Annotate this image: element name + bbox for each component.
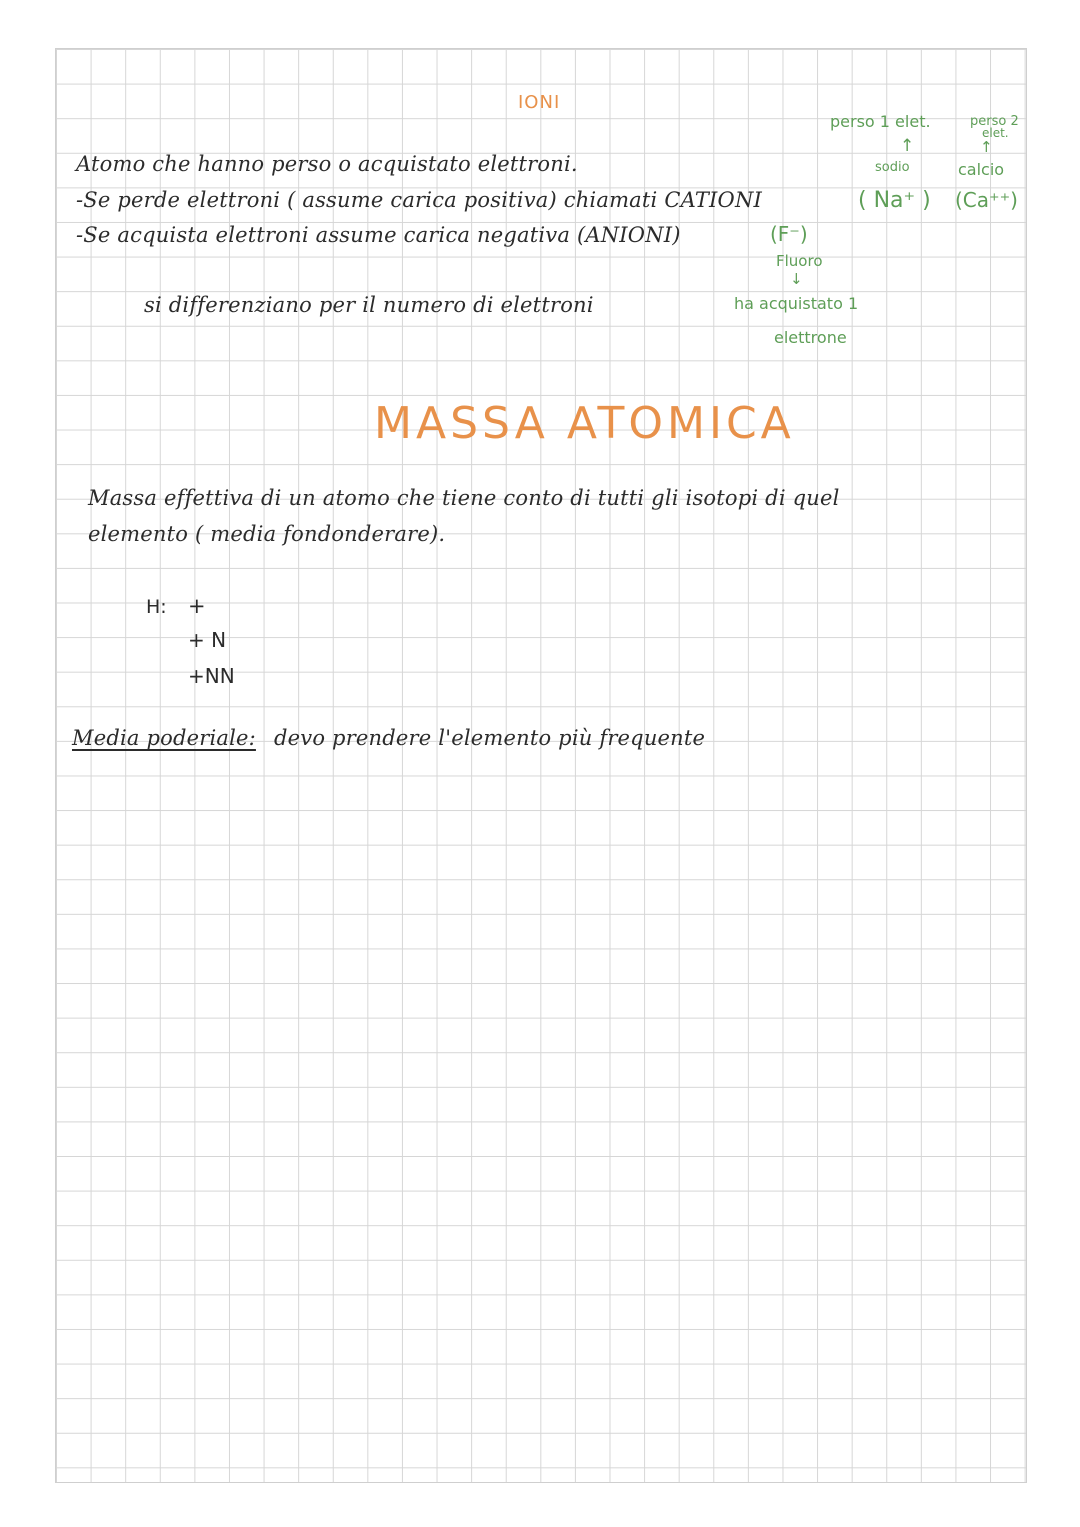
difference-line: si differenziano per il numero di elettroni: [144, 293, 594, 317]
arrow-up-icon: ↑: [900, 136, 915, 156]
page-title: IONI: [518, 92, 561, 113]
annotation-gained-a: ha acquistato 1: [734, 294, 859, 313]
annotation-sodium: sodio: [875, 160, 910, 175]
mass-definition-line-2: elemento ( media fondonderare).: [88, 522, 446, 546]
annotation-fluorine: Fluoro: [776, 252, 823, 270]
isotope-label: H:: [146, 596, 167, 618]
anions-line: -Se acquista elettroni assume carica negativa (ANIONI): [76, 223, 681, 247]
annotation-calcium: calcio: [958, 160, 1005, 179]
grid-paper-sheet: [55, 48, 1027, 1483]
arrow-down-icon: ↓: [790, 270, 803, 288]
sodium-ion: ( Na⁺ ): [858, 188, 931, 213]
annotation-lost-two-a: perso 2: [970, 114, 1019, 129]
definition-line: Atomo che hanno perso o acquistato elettroni.: [76, 152, 578, 176]
arrow-up-icon: ↑: [980, 138, 993, 156]
isotope-line-2: + N: [188, 628, 227, 652]
section-title: MASSA ATOMICA: [374, 398, 795, 449]
weighted-average-text: devo prendere l'elemento più frequente: [274, 726, 706, 750]
mass-definition-line-1: Massa effettiva di un atomo che tiene conto di tutti gli isotopi di quel: [88, 486, 840, 510]
weighted-average-label: Media poderiale:: [72, 726, 256, 750]
fluoride-ion: (F⁻): [770, 222, 808, 246]
calcium-ion: (Ca⁺⁺): [955, 188, 1018, 212]
isotope-line-3: +NN: [188, 664, 235, 688]
cations-line: -Se perde elettroni ( assume carica positiva) chiamati CATIONI: [76, 188, 763, 212]
isotope-line-1: +: [188, 594, 206, 618]
annotation-lost-two-b: elet.: [982, 126, 1009, 140]
annotation-gained-b: elettrone: [774, 328, 847, 347]
annotation-lost-one: perso 1 elet.: [830, 112, 931, 131]
